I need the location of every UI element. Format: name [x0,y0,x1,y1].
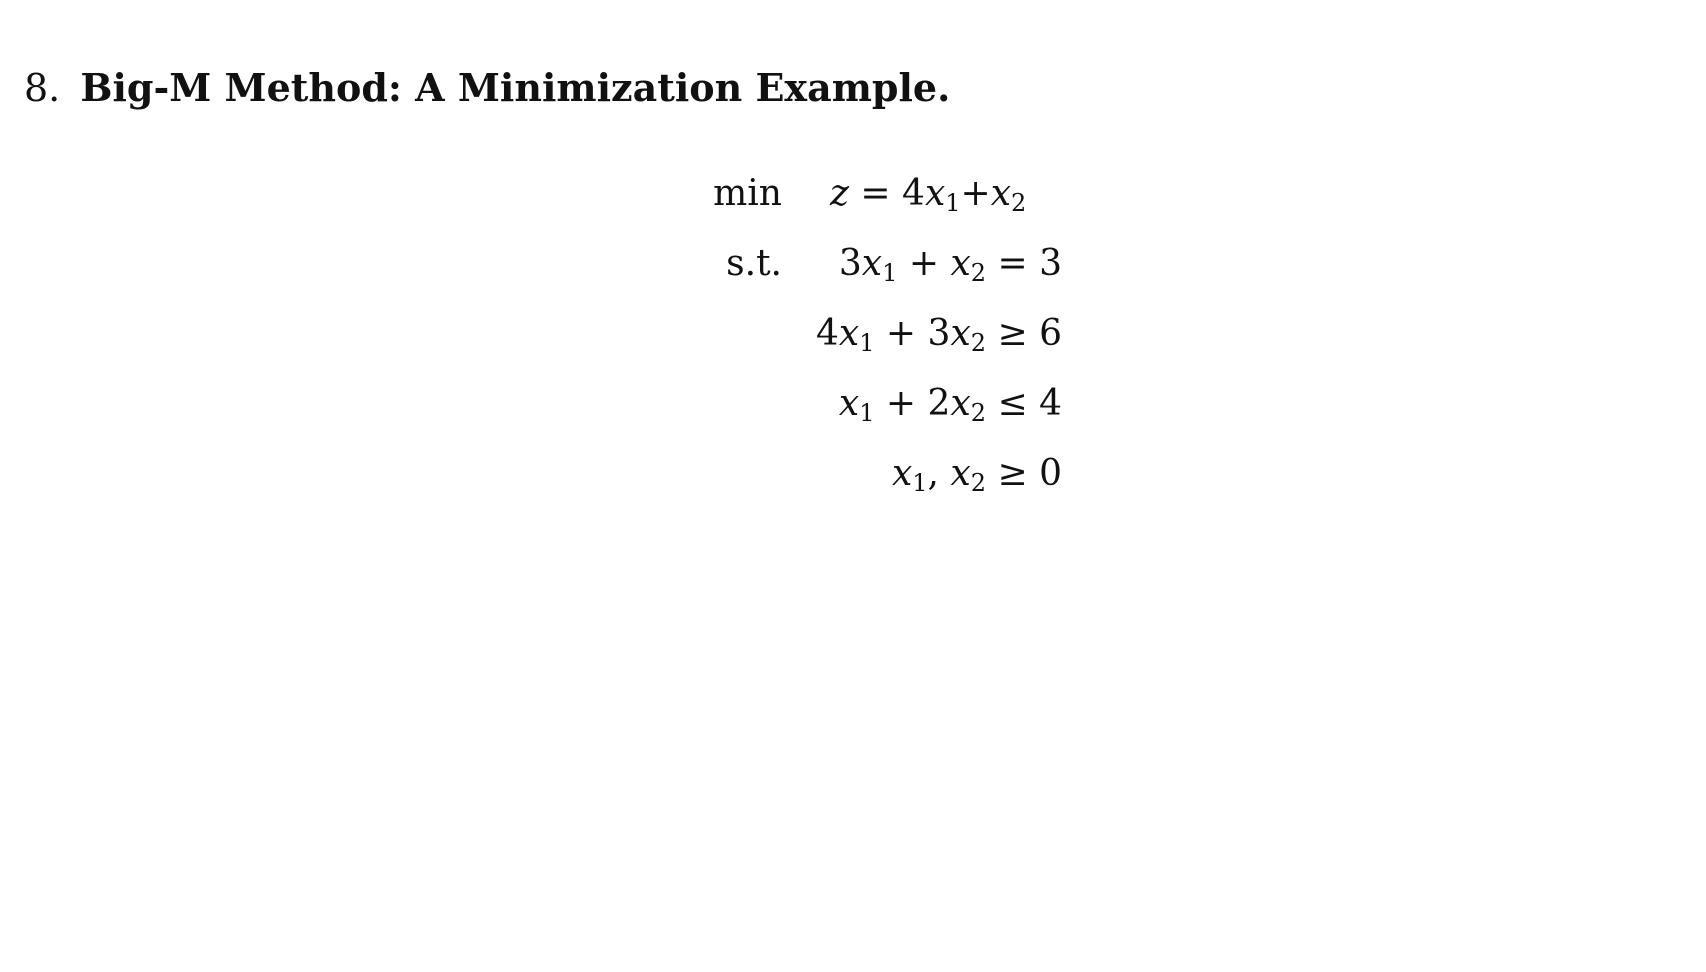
objective-expression: $z = 4x_1+x_2$ [830,173,1027,217]
constraint-row [700,308,1080,378]
section-number: 8. [24,66,61,110]
objective-row [700,168,1080,238]
nonnegativity-expression: $x_1$, $x_2 \ge 0$ [891,453,1062,497]
constraint-keyword: s.t. [726,243,782,284]
constraint-expression: $4x_1 + 3x_2 \ge 6$ [815,313,1062,357]
section-heading [24,62,950,114]
constraint-row [700,238,1080,308]
linear-program [700,168,1080,518]
nonnegativity-row [700,448,1080,518]
section-title: Big-M Method: A Minimization Example. [80,65,951,110]
objective-keyword: min [713,173,782,214]
constraint-expression: $3x_1 + x_2 = 3$ [838,243,1062,287]
constraint-expression: $x_1 + 2x_2 \le 4$ [838,383,1062,427]
constraint-row [700,378,1080,448]
